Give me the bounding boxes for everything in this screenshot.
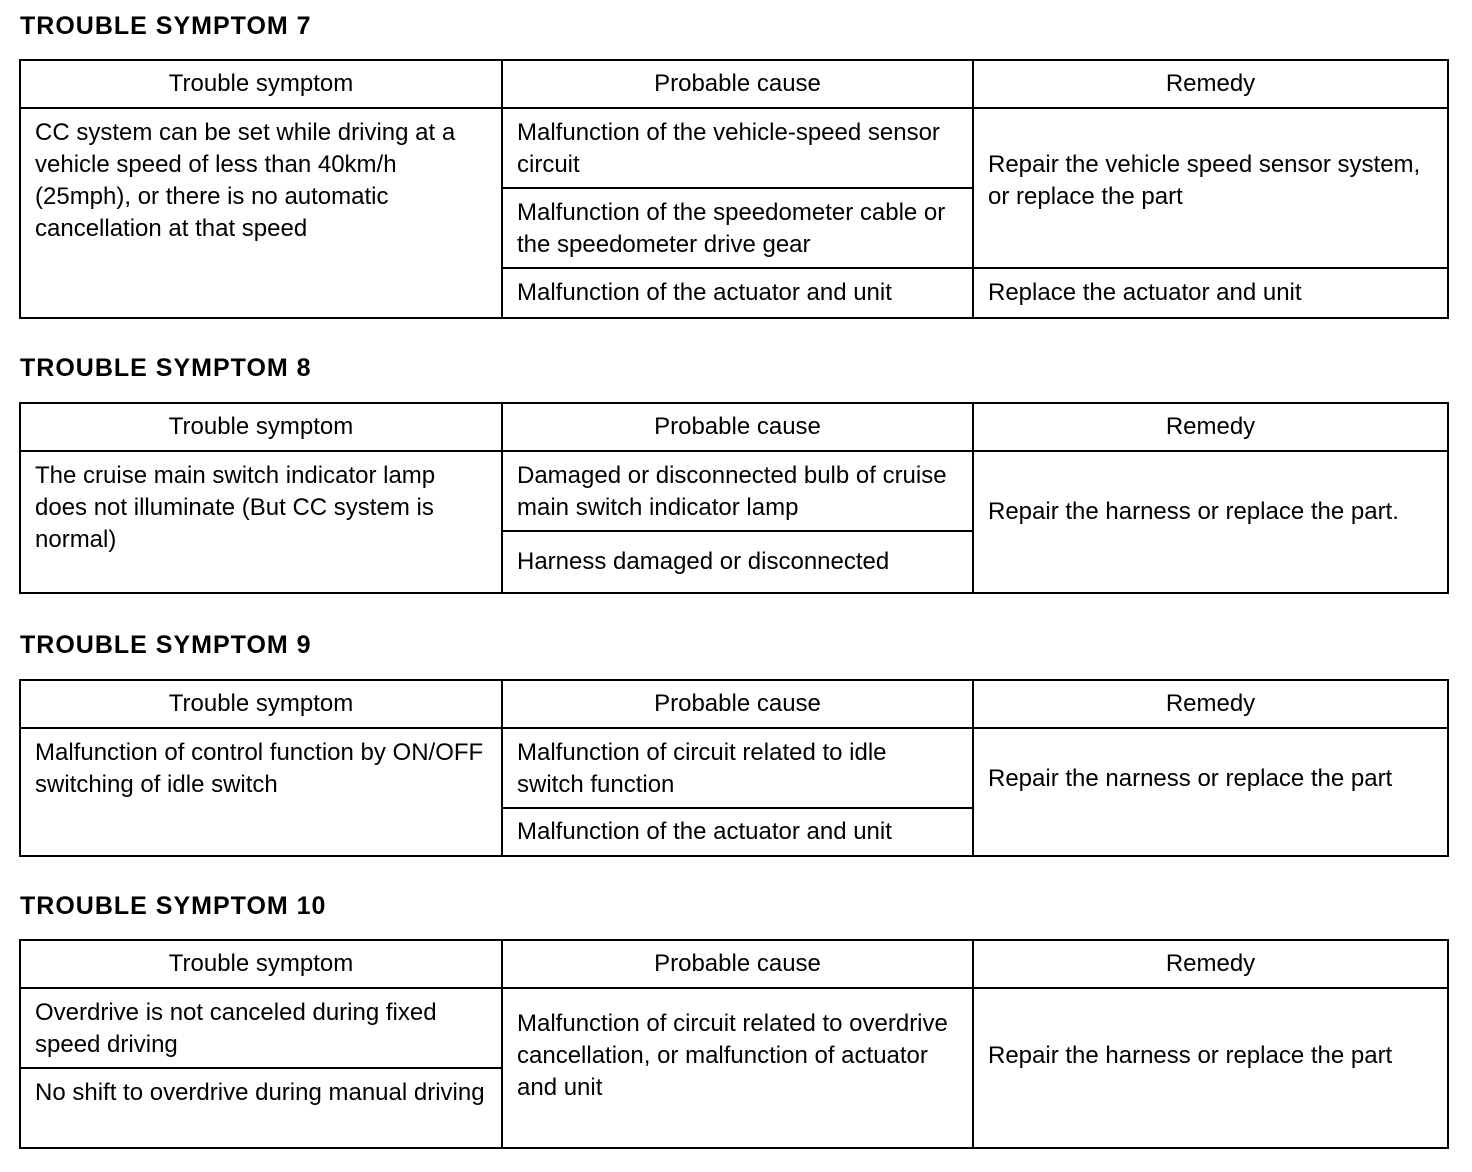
table-header-row [20,940,1448,988]
symptom-cell: Malfunction of control function by ON/OFF switching of idle switch [20,728,502,856]
table-header-row [20,403,1448,451]
trouble-table-7 [19,59,1449,319]
section-title-10: TROUBLE SYMPTOM 10 [20,892,327,920]
cause-cell: Malfunction of the vehicle-speed sensor circuit [502,108,973,188]
trouble-table-9 [19,679,1449,857]
section-title-7: TROUBLE SYMPTOM 7 [20,12,312,40]
header-probable-cause: Probable cause [502,403,973,451]
header-remedy: Remedy [973,403,1448,451]
header-trouble-symptom: Trouble symptom [20,403,502,451]
remedy-cell: Repair the harness or replace the part. [973,451,1448,593]
table-row [20,451,1448,531]
cause-cell: Damaged or disconnected bulb of cruise main switch indicator lamp [502,451,973,531]
cause-cell: Harness damaged or disconnected [502,531,973,593]
remedy-cell: Replace the actuator and unit [973,268,1448,318]
remedy-cell: Repair the narness or replace the part [973,728,1448,856]
remedy-cell: Repair the vehicle speed sensor system, or replace the part [973,108,1448,268]
remedy-cell: Repair the harness or replace the part [973,988,1448,1148]
table-row [20,988,1448,1068]
symptom-cell: No shift to overdrive during manual driving [20,1068,502,1148]
table-header-row [20,680,1448,728]
cause-cell: Malfunction of circuit related to overdrive cancellation, or malfunction of actuator and unit [502,988,973,1148]
header-probable-cause: Probable cause [502,60,973,108]
header-probable-cause: Probable cause [502,940,973,988]
table-row [20,728,1448,808]
section-title-9: TROUBLE SYMPTOM 9 [20,631,312,659]
symptom-cell: Overdrive is not canceled during fixed speed driving [20,988,502,1068]
symptom-cell: CC system can be set while driving at a vehicle speed of less than 40km/h (25mph), or there is no automatic cancellation at that speed [20,108,502,318]
header-remedy: Remedy [973,680,1448,728]
header-remedy: Remedy [973,940,1448,988]
trouble-table-10 [19,939,1449,1149]
table-header-row [20,60,1448,108]
header-trouble-symptom: Trouble symptom [20,680,502,728]
header-probable-cause: Probable cause [502,680,973,728]
cause-cell: Malfunction of the actuator and unit [502,808,973,856]
symptom-cell: The cruise main switch indicator lamp does not illuminate (But CC system is normal) [20,451,502,593]
cause-cell: Malfunction of the speedometer cable or the speedometer drive gear [502,188,973,268]
header-trouble-symptom: Trouble symptom [20,940,502,988]
section-title-8: TROUBLE SYMPTOM 8 [20,354,312,382]
cause-cell: Malfunction of the actuator and unit [502,268,973,318]
table-row [20,108,1448,188]
header-remedy: Remedy [973,60,1448,108]
header-trouble-symptom: Trouble symptom [20,60,502,108]
trouble-table-8 [19,402,1449,594]
cause-cell: Malfunction of circuit related to idle switch function [502,728,973,808]
